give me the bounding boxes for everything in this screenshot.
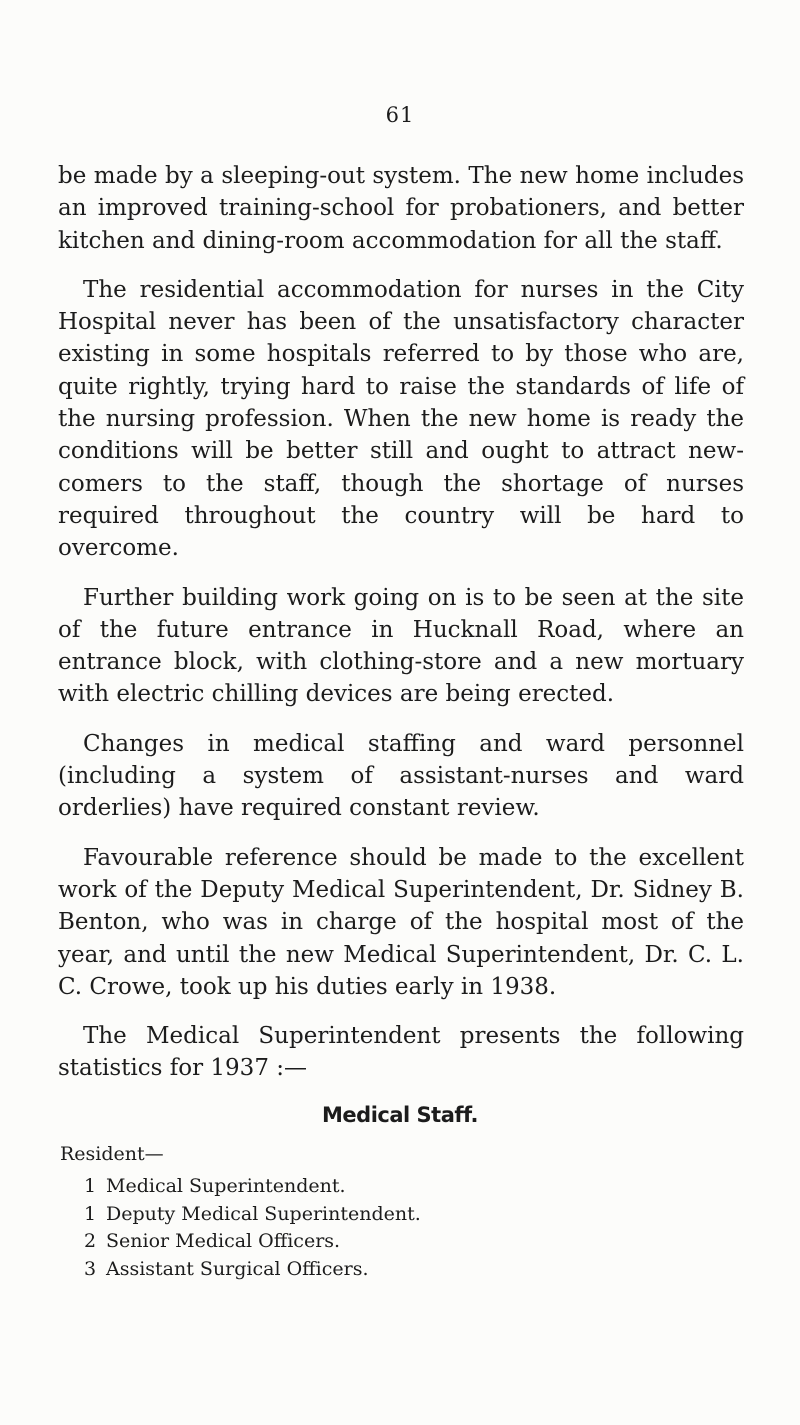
paragraph-favourable-reference: Favourable reference should be made to the excellent work of the Deputy Medical Superintendent, Dr. Sidney B. Benton, who was in charge of the hospital most of the year, and until the new Medical Superintendent, Dr. C. L. C. Crowe, took up his duties early in 1938. [58,844,744,1000]
body-text [58,160,744,1102]
resident-label: Resident— [60,1143,164,1165]
paragraph-building-work: Further building work going on is to be seen at the site of the future entrance in Hucknall Road, where an entrance block, with clothing-store and a new mortuary with electric chilling devices are being erected. [58,584,744,708]
staff-list [84,1173,421,1283]
staff-title: Assistant Surgical Officers. [106,1257,369,1280]
staff-title: Medical Superintendent. [106,1175,346,1197]
staff-title: Senior Medical Officers. [106,1230,341,1252]
page-number: 61 [385,103,415,127]
list-item [84,1228,421,1256]
staff-count: 1 [84,1202,97,1225]
paragraph-statistics-intro: The Medical Superintendent presents the following statistics for 1937 :— [58,1023,744,1082]
list-item [84,1173,421,1201]
paragraph-continuation: be made by a sleeping-out system. The new home includes an improved training-school for probationers, and better kitchen and dining-room accommodation for all the staff. [58,163,744,254]
staff-title: Deputy Medical Superintendent. [106,1202,421,1225]
list-item [84,1256,421,1284]
paragraph-residential-accommodation: The residential accommodation for nurses in the City Hospital never has been of the unsatisfactory character existing in some hospitals referred to by those who are, quite rightly, trying hard to raise the standards of life of the nursing profession. When the new home is ready the conditions will be better still and ought to attract new-comers to the staff, though the shortage of nurses required throughout the country will be hard to overcome. [58,276,744,562]
staff-count: 2 [84,1230,97,1252]
staff-count: 1 [84,1175,97,1197]
staff-count: 3 [84,1257,97,1280]
paragraph-staffing-changes: Changes in medical staffing and ward personnel (including a system of assistant-nurses and ward orderlies) have required constant review. [58,730,744,822]
list-item [84,1201,421,1229]
medical-staff-heading: Medical Staff. [322,1103,478,1127]
